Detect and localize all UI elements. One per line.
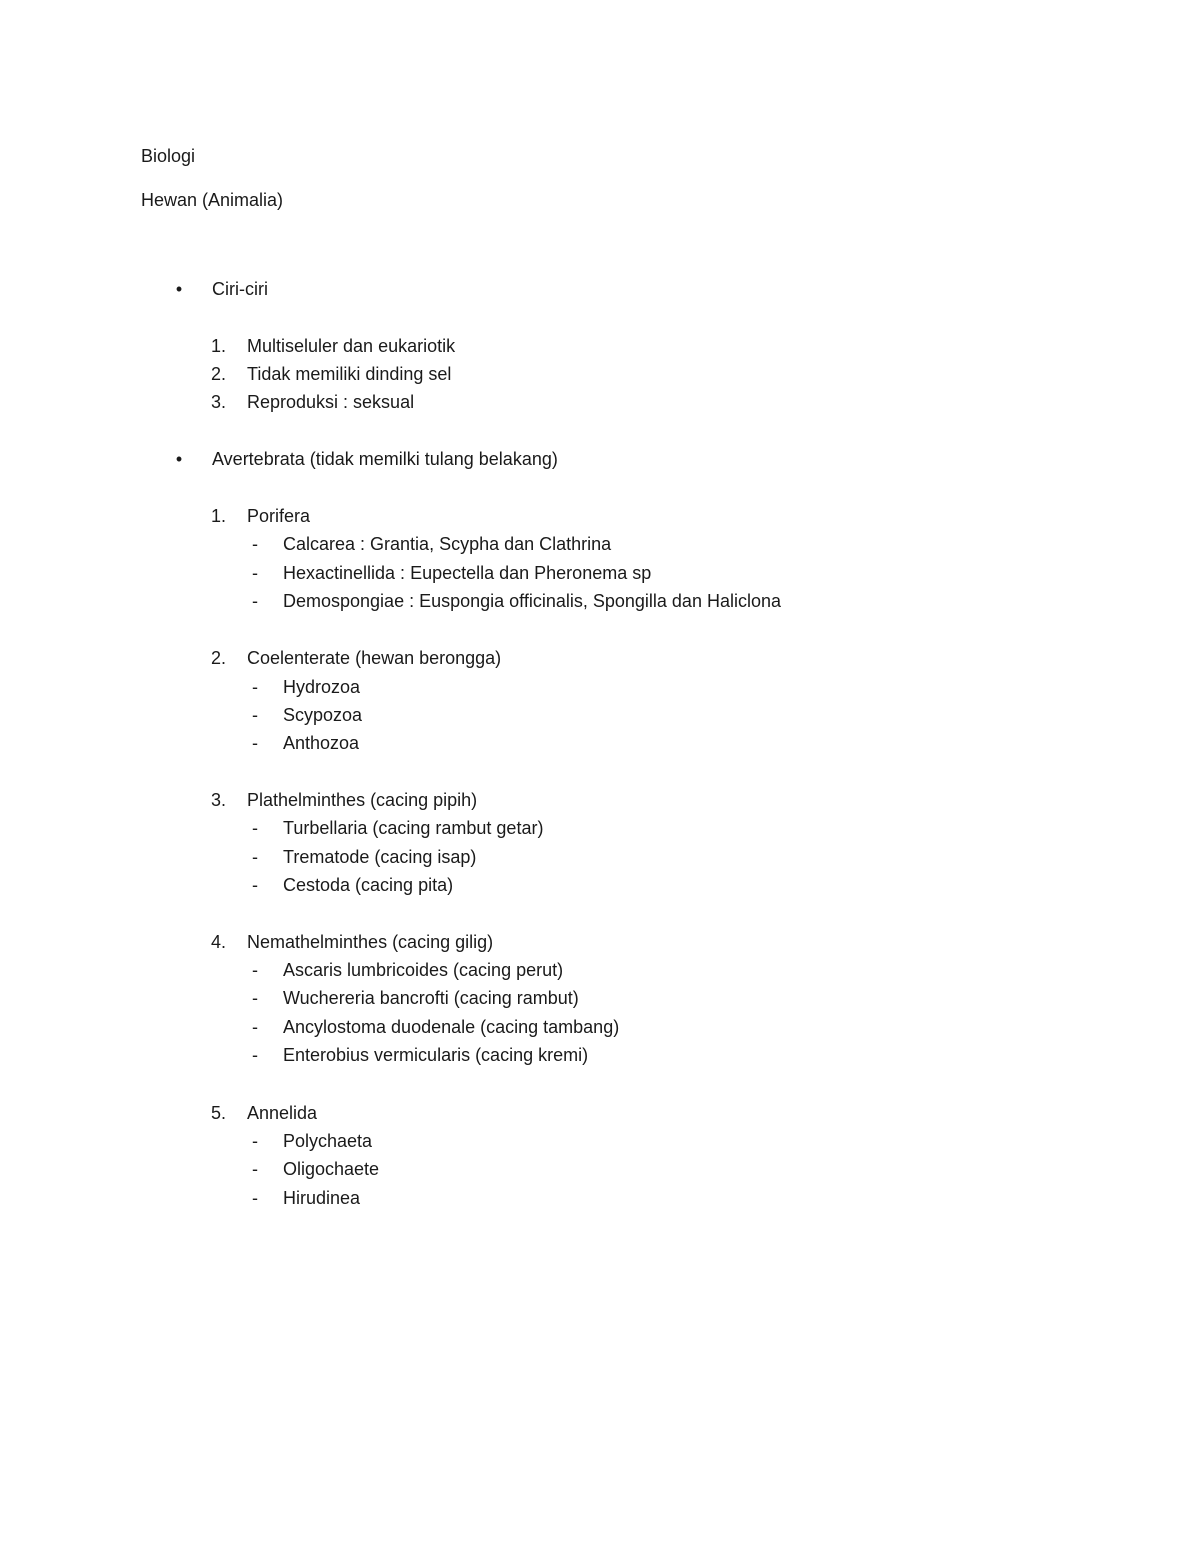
list-item-plathelminthes: Plathelminthes (cacing pipih): [247, 790, 478, 810]
dash-icon: -: [252, 591, 258, 611]
list-number: 3.: [211, 790, 227, 810]
list-item-annelida: Annelida: [247, 1103, 318, 1123]
list-number: 2.: [211, 364, 227, 384]
sub-list-item: Ancylostoma duodenale (cacing tambang): [283, 1017, 620, 1037]
list-number: 1.: [211, 506, 227, 526]
dash-icon: -: [252, 705, 258, 725]
sub-list-item: Trematode (cacing isap): [283, 847, 477, 867]
list-number: 2.: [211, 648, 227, 668]
list-item: Reproduksi : seksual: [247, 392, 415, 412]
section-heading: Avertebrata (tidak memilki tulang belakang): [212, 449, 558, 469]
list-number: 4.: [211, 932, 227, 952]
list-item-porifera: Porifera: [247, 506, 311, 526]
sub-list-item: Ascaris lumbricoides (cacing perut): [283, 960, 564, 980]
section-heading: Ciri-ciri: [212, 279, 268, 299]
sub-list-item: Polychaeta: [283, 1131, 373, 1151]
list-number: 5.: [211, 1103, 227, 1123]
dash-icon: -: [252, 1045, 258, 1065]
dash-icon: -: [252, 1188, 258, 1208]
list-item: Tidak memiliki dinding sel: [247, 364, 452, 384]
list-item-nemathelminthes: Nemathelminthes (cacing gilig): [247, 932, 494, 952]
list-number: 1.: [211, 336, 227, 356]
document-title: Biologi: [141, 146, 196, 166]
document-subtitle: Hewan (Animalia): [141, 190, 284, 210]
bullet-icon: •: [175, 279, 183, 299]
sub-list-item: Scypozoa: [283, 705, 363, 725]
sub-list-item: Hydrozoa: [283, 677, 361, 697]
dash-icon: -: [252, 1131, 258, 1151]
dash-icon: -: [252, 847, 258, 867]
dash-icon: -: [252, 988, 258, 1008]
dash-icon: -: [252, 1159, 258, 1179]
list-item-coelenterate: Coelenterate (hewan berongga): [247, 648, 502, 668]
sub-list-item: Anthozoa: [283, 733, 360, 753]
dash-icon: -: [252, 1017, 258, 1037]
dash-icon: -: [252, 818, 258, 838]
dash-icon: -: [252, 534, 258, 554]
sub-list-item: Hirudinea: [283, 1188, 361, 1208]
sub-list-item: Demospongiae : Euspongia officinalis, Spongilla dan Haliclona: [283, 591, 781, 611]
sub-list-item: Enterobius vermicularis (cacing kremi): [283, 1045, 589, 1065]
list-item: Multiseluler dan eukariotik: [247, 336, 456, 356]
sub-list-item: Wuchereria bancrofti (cacing rambut): [283, 988, 579, 1008]
list-number: 3.: [211, 392, 227, 412]
dash-icon: -: [252, 875, 258, 895]
sub-list-item: Cestoda (cacing pita): [283, 875, 454, 895]
sub-list-item: Turbellaria (cacing rambut getar): [283, 818, 544, 838]
bullet-icon: •: [175, 449, 183, 469]
dash-icon: -: [252, 677, 258, 697]
sub-list-item: Oligochaete: [283, 1159, 380, 1179]
sub-list-item: Hexactinellida : Eupectella dan Pheronema sp: [283, 563, 652, 583]
dash-icon: -: [252, 733, 258, 753]
dash-icon: -: [252, 960, 258, 980]
dash-icon: -: [252, 563, 258, 583]
sub-list-item: Calcarea : Grantia, Scypha dan Clathrina: [283, 534, 612, 554]
